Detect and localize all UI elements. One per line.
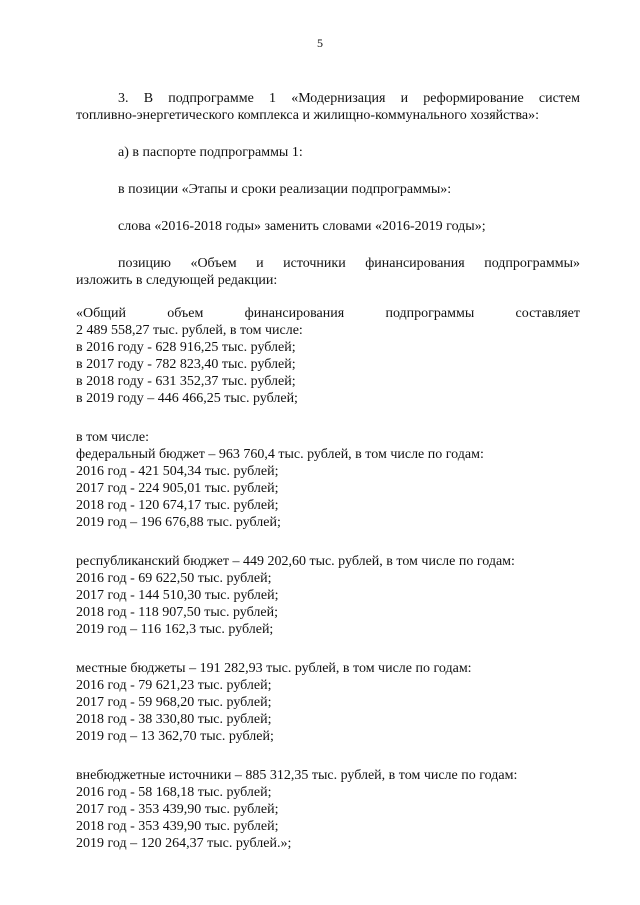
local-line: 2018 год - 38 330,80 тыс. рублей; bbox=[76, 712, 272, 727]
federal-line: в том числе: bbox=[76, 430, 149, 445]
federal-budget-block bbox=[76, 429, 580, 531]
federal-line: 2017 год - 224 905,01 тыс. рублей; bbox=[76, 481, 279, 496]
replace-words: слова «2016-2018 годы» заменить словами «2016-2019 годы»; bbox=[118, 219, 486, 234]
federal-line: 2016 год - 421 504,34 тыс. рублей; bbox=[76, 464, 279, 479]
total-financing-block bbox=[76, 305, 580, 407]
extrabudgetary-line: внебюджетные источники – 885 312,35 тыс. рублей, в том числе по годам: bbox=[76, 768, 518, 783]
total-line: в 2019 году – 446 466,25 тыс. рублей; bbox=[76, 391, 298, 406]
local-line: 2017 год - 59 968,20 тыс. рублей; bbox=[76, 695, 272, 710]
extrabudgetary-line: 2017 год - 353 439,90 тыс. рублей; bbox=[76, 802, 279, 817]
page-number: 5 bbox=[317, 36, 323, 50]
total-line: «Общий объем финансирования подпрограммы составляет bbox=[76, 306, 580, 321]
local-line: 2019 год – 13 362,70 тыс. рублей; bbox=[76, 729, 274, 744]
position-stages: в позиции «Этапы и сроки реализации подпрограммы»: bbox=[118, 182, 452, 197]
extrabudgetary-line: 2018 год - 353 439,90 тыс. рублей; bbox=[76, 819, 279, 834]
heading-line-1: 3. В подпрограмме 1 «Модернизация и реформирование систем bbox=[118, 91, 580, 106]
item-a: а) в паспорте подпрограммы 1: bbox=[118, 145, 303, 160]
federal-line: 2019 год – 196 676,88 тыс. рублей; bbox=[76, 515, 281, 530]
republican-line: 2019 год – 116 162,3 тыс. рублей; bbox=[76, 622, 274, 637]
federal-line: федеральный бюджет – 963 760,4 тыс. рублей, в том числе по годам: bbox=[76, 447, 484, 462]
republican-line: 2017 год - 144 510,30 тыс. рублей; bbox=[76, 588, 279, 603]
extrabudgetary-line: 2016 год - 58 168,18 тыс. рублей; bbox=[76, 785, 272, 800]
position-volume-paragraph bbox=[76, 255, 580, 289]
total-line: в 2017 году - 782 823,40 тыс. рублей; bbox=[76, 357, 296, 372]
heading-paragraph bbox=[76, 90, 580, 124]
republican-budget-block bbox=[76, 553, 580, 638]
extrabudgetary-line: 2019 год – 120 264,37 тыс. рублей.»; bbox=[76, 836, 292, 851]
local-line: 2016 год - 79 621,23 тыс. рублей; bbox=[76, 678, 272, 693]
total-line: в 2016 году - 628 916,25 тыс. рублей; bbox=[76, 340, 296, 355]
position-volume-line-1: позицию «Объем и источники финансирования подпрограммы» bbox=[118, 256, 580, 271]
republican-line: 2018 год - 118 907,50 тыс. рублей; bbox=[76, 605, 278, 620]
total-line: в 2018 году - 631 352,37 тыс. рублей; bbox=[76, 374, 296, 389]
local-budget-block bbox=[76, 660, 580, 745]
document-body bbox=[76, 90, 580, 852]
heading-line-2: топливно-энергетического комплекса и жилищно-коммунального хозяйства»: bbox=[76, 108, 539, 123]
republican-line: 2016 год - 69 622,50 тыс. рублей; bbox=[76, 571, 272, 586]
total-line: 2 489 558,27 тыс. рублей, в том числе: bbox=[76, 323, 303, 338]
position-volume-line-2: изложить в следующей редакции: bbox=[76, 273, 278, 288]
republican-line: республиканский бюджет – 449 202,60 тыс. рублей, в том числе по годам: bbox=[76, 554, 515, 569]
extrabudgetary-block bbox=[76, 767, 580, 852]
federal-line: 2018 год - 120 674,17 тыс. рублей; bbox=[76, 498, 279, 513]
local-line: местные бюджеты – 191 282,93 тыс. рублей, в том числе по годам: bbox=[76, 661, 472, 676]
